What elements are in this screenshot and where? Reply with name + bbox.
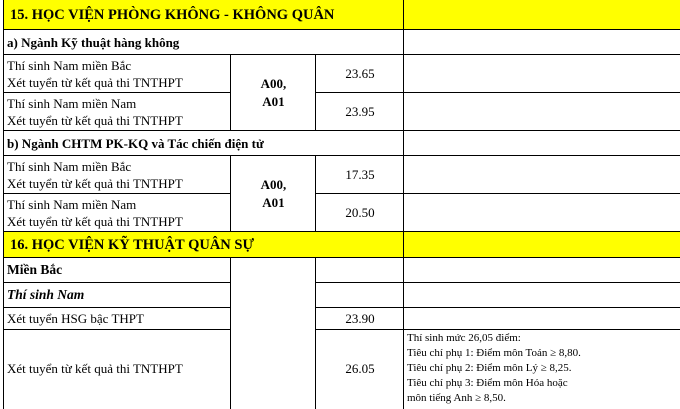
s16-group-note-cell <box>404 283 680 308</box>
s15b-heading: b) Ngành CHTM PK-KQ và Tác chiến điện tử <box>7 136 264 151</box>
s15a-r1-score: 23.65 <box>345 66 375 81</box>
s15b-r1-note-cell <box>404 156 680 194</box>
s16-header-note-cell <box>404 232 680 258</box>
s15b-r1-score: 17.35 <box>345 167 375 182</box>
s16-tn-note-line1: Thí sinh mức 26,05 điểm: <box>407 332 521 344</box>
s15b-heading-note-cell <box>404 131 680 156</box>
s15b-r2-line1: Thí sinh Nam miền Nam <box>7 197 137 212</box>
s16-tn-score: 26.05 <box>345 361 375 376</box>
s15a-r2-score: 23.95 <box>345 104 375 119</box>
s15a-r1-line1: Thí sinh Nam miền Bắc <box>7 58 132 73</box>
s15-header-note-cell <box>404 0 680 30</box>
s16-hsg-label: Xét tuyển HSG bậc THPT <box>7 311 144 326</box>
s16-tn-note-line3: Tiêu chí phụ 2: Điểm môn Lý ≥ 8,25. <box>407 362 572 374</box>
s16-block-cell <box>231 258 316 409</box>
s15a-heading: a) Ngành Kỹ thuật hàng không <box>7 35 180 50</box>
s16-title: 16. HỌC VIỆN KỸ THUẬT QUÂN SỰ <box>10 237 254 253</box>
s15b-r2-line2: Xét tuyển từ kết quả thi TNTHPT <box>7 214 183 229</box>
s15b-r1-line2: Xét tuyển từ kết quả thi TNTHPT <box>7 176 183 191</box>
s16-hsg-score: 23.90 <box>345 311 375 326</box>
s16-tn-label: Xét tuyển từ kết quả thi TNTHPT <box>7 361 183 376</box>
s16-tn-note-line4: Tiêu chí phụ 3: Điểm môn Hóa hoặc <box>407 377 568 389</box>
s15b-block-cell <box>231 156 316 232</box>
s16-group: Thí sinh Nam <box>7 287 85 302</box>
s15a-r2-line2: Xét tuyển từ kết quả thi TNTHPT <box>7 113 183 128</box>
s15b-r2-note-cell <box>404 194 680 232</box>
s16-tn-note-line2: Tiêu chí phụ 1: Điểm môn Toán ≥ 8,80. <box>407 347 581 359</box>
s15a-r1-line2: Xét tuyển từ kết quả thi TNTHPT <box>7 75 183 90</box>
s15a-block-cell <box>231 55 316 131</box>
s15b-block-line1: A00, <box>260 177 287 192</box>
s16-region-note-cell <box>404 258 680 283</box>
s15a-r1-note-cell <box>404 55 680 93</box>
s15b-r2-score: 20.50 <box>345 205 375 220</box>
s16-tn-note-line5: môn tiếng Anh ≥ 8,50. <box>407 392 506 404</box>
s16-hsg-note-cell <box>404 308 680 330</box>
s16-region: Miền Bắc <box>7 262 63 277</box>
s15a-block-line2: A01 <box>262 94 285 109</box>
s15b-block-line2: A01 <box>262 195 285 210</box>
s15a-heading-note-cell <box>404 30 680 55</box>
s16-group-score-cell <box>316 283 404 308</box>
s16-region-score-cell <box>316 258 404 283</box>
s15b-r1-line1: Thí sinh Nam miền Bắc <box>7 159 132 174</box>
s15a-r2-line1: Thí sinh Nam miền Nam <box>7 96 137 111</box>
s15-title: 15. HỌC VIỆN PHÒNG KHÔNG - KHÔNG QUÂN <box>10 7 335 23</box>
s15a-r2-note-cell <box>404 93 680 131</box>
s15a-block-line1: A00, <box>260 76 287 91</box>
